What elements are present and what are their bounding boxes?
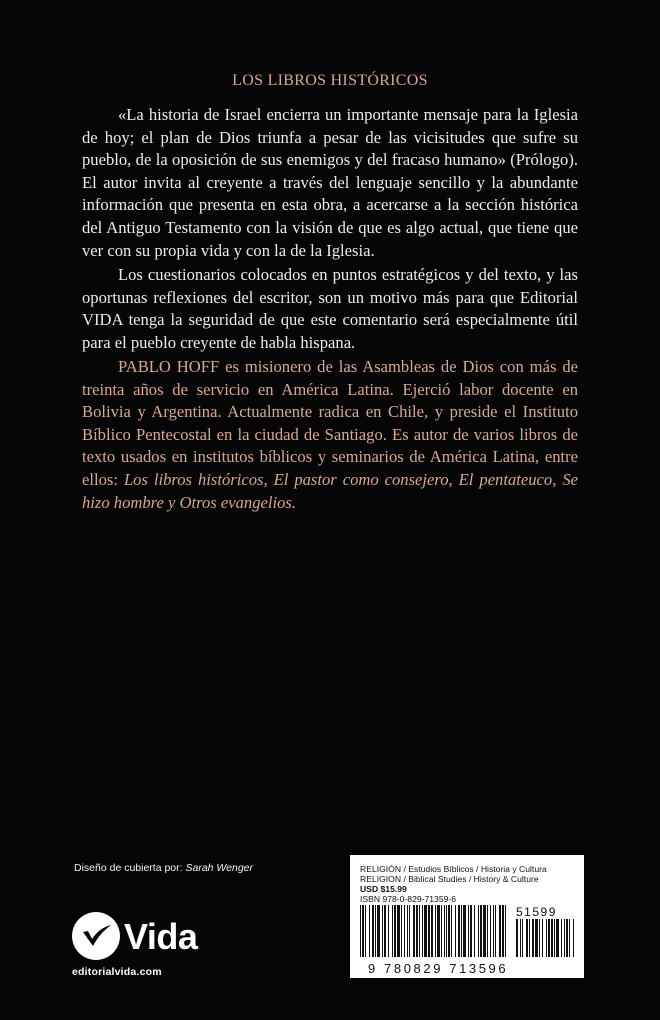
barcode-panel	[350, 855, 584, 978]
barcode-bar	[384, 905, 386, 957]
designer-name: Sarah Wenger	[185, 862, 253, 874]
barcode-bar	[397, 905, 400, 957]
barcode-bars	[358, 905, 578, 965]
barcode-addon-bar	[542, 919, 543, 957]
barcode-addon-bar	[516, 919, 518, 957]
barcode-bar	[455, 905, 456, 957]
barcode-bar	[478, 905, 479, 957]
category-spanish: RELIGIÓN / Estudios Bíblicos / Historia y Cultura	[360, 864, 547, 874]
barcode-bar	[394, 905, 396, 957]
barcode-addon-bar	[554, 919, 555, 957]
barcode-addon-bar	[569, 919, 570, 957]
barcode-bar	[392, 905, 393, 957]
barcode-addon-bar	[556, 919, 559, 957]
barcode-bar	[416, 905, 418, 957]
blurb-paragraph-2: Los cuestionarios colocados en puntos estratégicos y del texto, y las oportunas reflexiones del escritor, son un motivo más para que Editorial VIDA tenga la seguridad de que este comentario será especialmente útil para el pueblo creyente de habla hispana.	[82, 265, 578, 352]
barcode-addon-bar	[526, 919, 528, 957]
isbn-number: ISBN 978-0-829-71359-6	[360, 894, 457, 904]
barcode-bar	[424, 905, 427, 957]
barcode-bar	[483, 905, 486, 957]
author-bio-text: PABLO HOFF es misionero de las Asambleas de Dios con más de treinta años de servicio en América Latina. Ejerció labor docente en Bolivia y Argentina. Actualmente radica en Chile, y preside el Instituto Bíblico Pentecostal en la ciudad de Santiago. Es autor de varios libros de texto usados en institutos bíblicos y seminarios de América Latina, entre ellos:	[82, 357, 578, 489]
barcode-bar	[407, 905, 408, 957]
blurb-paragraph-1: «La historia de Israel encierra un importante mensaje para la Iglesia de hoy; el plan de Dios triunfa a pesar de las vicisitudes que sufre su pueblo, de la oposición de sus enemigos y del fracaso humano» (Prólogo). El autor invita al creyente a través del lenguaje sencillo y la abundante información que presenta en esta obra, a acercarse a la sección histórica del Antiguo Testamento con la visión de que es algo actual, que tiene que ver con su propia vida y con la de la Iglesia.	[82, 105, 578, 260]
vida-leaf-icon	[72, 912, 120, 960]
barcode-bar	[495, 905, 496, 957]
barcode-bar	[468, 905, 469, 957]
barcode-addon-bar	[539, 919, 540, 957]
barcode-bar	[431, 905, 433, 957]
barcode-bar	[419, 905, 420, 957]
barcode-bar	[362, 905, 364, 957]
barcode-addon-bar	[546, 919, 547, 957]
barcode-bar	[446, 905, 447, 957]
barcode-bar	[505, 905, 506, 957]
barcode-bar	[487, 905, 488, 957]
barcode-addon-bar	[522, 919, 523, 957]
barcode-bar	[409, 905, 410, 957]
barcode-addon-digits: 51599	[516, 905, 557, 919]
barcode-bar	[493, 905, 494, 957]
barcode-bar	[444, 905, 445, 957]
barcode-addon-bar	[561, 919, 562, 957]
book-title: LOS LIBROS HISTÓRICOS	[232, 72, 428, 89]
barcode-bar	[435, 905, 436, 957]
barcode-digits: 9 780829 713596	[368, 961, 509, 976]
author-bio	[82, 356, 578, 514]
barcode-addon-bar	[573, 919, 574, 957]
barcode-bar	[463, 905, 466, 957]
barcode-bar	[369, 905, 370, 957]
barcode-bar	[502, 905, 504, 957]
logo-wordmark: Vida	[124, 916, 198, 957]
barcode-bar	[422, 905, 423, 957]
cover-design-credit	[74, 862, 253, 874]
barcode-bar	[401, 905, 402, 957]
category-english: RELIGION / Biblical Studies / History & Culture	[360, 874, 539, 884]
barcode-bar	[499, 905, 501, 957]
barcode-bar	[441, 905, 442, 957]
barcode-addon-bar	[535, 919, 538, 957]
publisher-url: editorialvida.com	[72, 966, 162, 978]
barcode-bar	[404, 905, 405, 957]
barcode-bar	[360, 905, 361, 957]
barcode-bar	[480, 905, 482, 957]
barcode-bar	[474, 905, 475, 957]
barcode-bar	[388, 905, 389, 957]
barcode-bar	[428, 905, 430, 957]
barcode-bar	[470, 905, 472, 957]
publisher-logo	[72, 912, 198, 982]
barcode-bar	[377, 905, 380, 957]
barcode-bar	[437, 905, 440, 957]
barcode-bar	[448, 905, 450, 957]
barcode-bar	[461, 905, 462, 957]
barcode-bar	[372, 905, 374, 957]
barcode-bar	[451, 905, 452, 957]
barcode-bar	[490, 905, 491, 957]
barcode-addon-bar	[566, 919, 568, 957]
author-works: Los libros históricos, El pastor como consejero, El pentateuco, Se hizo hombre y Otros evangelios.	[82, 469, 578, 512]
barcode-addon-bar	[529, 919, 530, 957]
barcode-bar	[458, 905, 460, 957]
barcode-bar	[375, 905, 376, 957]
barcode-bar	[382, 905, 383, 957]
barcode-addon-bar	[551, 919, 553, 957]
barcode-bar	[365, 905, 366, 957]
credit-label: Diseño de cubierta por:	[74, 862, 186, 874]
barcode-addon-bar	[532, 919, 534, 957]
price: USD $15.99	[360, 884, 407, 894]
barcode-addon-bar	[564, 919, 565, 957]
barcode-addon-bar	[548, 919, 550, 957]
barcode-addon-bar	[520, 919, 521, 957]
barcode-bar	[413, 905, 415, 957]
